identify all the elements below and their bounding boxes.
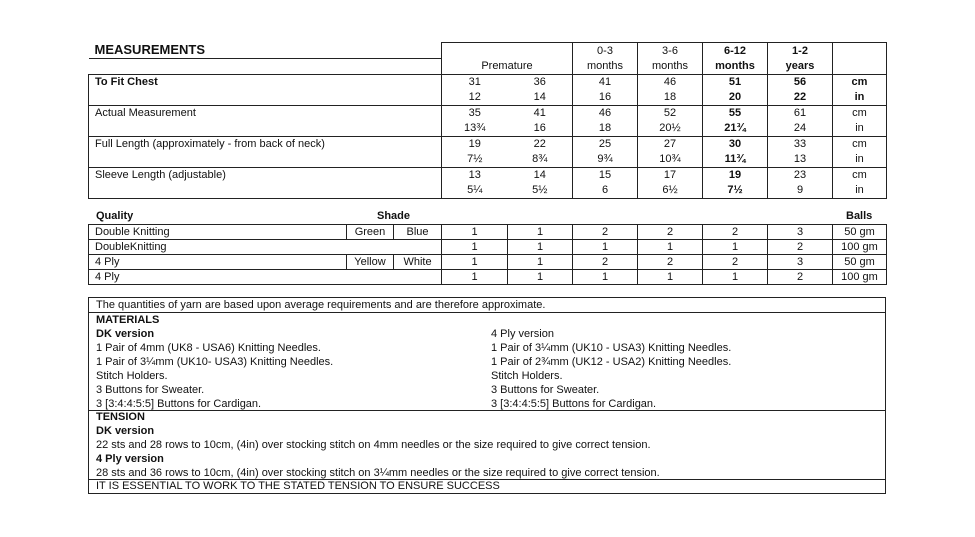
yarn-row [89,255,887,270]
value-cell: 11¾ [703,152,768,168]
yarn-value: 2 [768,240,833,255]
value-cell: 6½ [638,183,703,199]
value-cell: 30 [703,136,768,152]
value-cell: 12 [442,90,508,106]
value-cell: 5¼ [442,183,508,199]
yarn-table [88,224,887,285]
value-cell: 25 [573,136,638,152]
yarn-value: 1 [703,270,768,285]
yarn-value: 1 [638,270,703,285]
value-cell: 13¾ [442,121,508,137]
value-cell: 22 [768,90,833,106]
value-cell: 14 [533,169,546,181]
yarn-quality: 4 Ply [89,270,442,285]
unit-cell: in [833,183,887,199]
yarn-quality: 4 Ply [89,255,347,270]
dk-item: 1 Pair of 3¼mm (UK10- USA3) Knitting Needles. [96,356,334,368]
tension-dk-title: DK version [96,425,155,437]
dk-title: DK version [96,328,155,340]
value-cell: 24 [768,121,833,137]
value-cell: 6 [573,183,638,199]
value-cell: 9¾ [573,152,638,168]
value-cell: 5½ [508,183,573,199]
balls-header: Balls [846,210,873,222]
ply-item: Stitch Holders. [491,370,563,382]
yarn-value: 1 [638,240,703,255]
yarn-value: 1 [573,240,638,255]
unit-cell: in [833,152,887,168]
value-cell: 46 [638,74,703,90]
value-cell: 7½ [703,183,768,199]
shade-header: Shade [377,210,411,222]
yarn-value: 1 [508,255,573,270]
measurement-row [89,105,887,121]
yarn-value: 1 [442,225,508,240]
value-cell: 20½ [638,121,703,137]
size-header-top-4: 1-2 [768,43,833,59]
size-header-bottom-1: months [573,58,638,74]
value-cell: 13 [442,167,508,183]
dk-item: 1 Pair of 4mm (UK8 - USA6) Knitting Needles. [96,342,321,354]
ply-item: 1 Pair of 3¼mm (UK10 - USA3) Knitting Needles. [491,342,732,354]
materials-title: MATERIALS [96,314,160,326]
yarn-value: 1 [442,255,508,270]
yarn-balls: 100 gm [833,270,887,285]
size-header-top-3: 6-12 [703,43,768,59]
yarn-value: 1 [442,240,508,255]
value-cell: 10¾ [638,152,703,168]
measurement-row [89,167,887,183]
size-header-bottom-3: months [703,58,768,74]
value-cell: 20 [703,90,768,106]
size-header-bottom-4: years [768,58,833,74]
value-cell: 14 [508,90,573,106]
value-cell: 16 [508,121,573,137]
yarn-value: 1 [508,240,573,255]
yarn-value: 1 [703,240,768,255]
ply-title: 4 Ply version [491,328,554,340]
value-cell: 41 [533,107,546,119]
value-cell: 52 [638,105,703,121]
dk-item: Stitch Holders. [96,370,168,382]
value-cell: 46 [573,105,638,121]
row-label: To Fit Chest [89,74,442,90]
unit-cell: cm [833,136,887,152]
measurement-row [89,74,887,90]
row-label: Actual Measurement [89,105,442,121]
value-cell: 18 [638,90,703,106]
quality-header: Quality [96,210,134,222]
yarn-shade: Green [347,225,394,240]
yarn-value: 2 [638,225,703,240]
value-cell: 21¾ [703,121,768,137]
yarn-header [88,210,886,224]
yarn-quality: DoubleKnitting [89,240,442,255]
dk-item: 3 Buttons for Sweater. [96,384,205,396]
yarn-value: 2 [703,255,768,270]
row-label: Full Length (approximately - from back of neck) [89,136,442,152]
value-cell: 17 [638,167,703,183]
value-cell: 27 [638,136,703,152]
yarn-value: 2 [703,225,768,240]
value-cell: 55 [703,105,768,121]
measurements-table [88,42,887,199]
tension-ply-title: 4 Ply version [96,453,164,465]
value-cell: 19 [703,167,768,183]
value-cell: 7½ [442,152,508,168]
value-cell: 61 [768,105,833,121]
measurement-row [89,136,887,152]
value-cell: 33 [768,136,833,152]
ply-item: 3 [3:4:4:5:5] Buttons for Cardigan. [491,398,657,410]
yarn-balls: 50 gm [833,255,887,270]
yarn-row [89,225,887,240]
row-label: Sleeve Length (adjustable) [89,167,442,183]
unit-cell: cm [833,105,887,121]
yarn-value: 2 [573,225,638,240]
ply-item: 1 Pair of 2¾mm (UK12 - USA2) Knitting Needles. [491,356,732,368]
size-header-top-2: 3-6 [638,43,703,59]
yarn-value: 2 [768,270,833,285]
tension-dk-text: 22 sts and 28 rows to 10cm, (4in) over stocking stitch on 4mm needles or the size required to give correct tension. [96,439,651,451]
value-cell: 22 [533,138,546,150]
unit-cell: cm [833,167,887,183]
yarn-value: 3 [768,225,833,240]
value-cell: 35 [442,105,508,121]
value-cell: 31 [442,74,508,90]
value-cell: 18 [573,121,638,137]
unit-cell: in [833,90,887,106]
yarn-value: 2 [573,255,638,270]
essential-note: IT IS ESSENTIAL TO WORK TO THE STATED TENSION TO ENSURE SUCCESS [96,480,500,492]
yarn-value: 2 [638,255,703,270]
quantities-note: The quantities of yarn are based upon average requirements and are therefore approximate. [96,299,546,311]
value-cell: 41 [573,74,638,90]
dk-item: 3 [3:4:4:5:5] Buttons for Cardigan. [96,398,262,410]
value-cell: 36 [533,76,546,88]
yarn-value: 1 [508,225,573,240]
tension-ply-text: 28 sts and 36 rows to 10cm, (4in) over stocking stitch on 3¼mm needles or the size required to give correct tension. [96,467,660,479]
value-cell: 16 [573,90,638,106]
yarn-shade: Yellow [347,255,394,270]
yarn-quality: Double Knitting [89,225,347,240]
value-cell: 9 [768,183,833,199]
value-cell: 56 [768,74,833,90]
value-cell: 8¾ [508,152,573,168]
notes-box [88,297,886,494]
yarn-shade: White [394,255,442,270]
yarn-value: 3 [768,255,833,270]
tension-title: TENSION [96,411,145,423]
measurements-title: MEASUREMENTS [89,43,442,59]
value-cell: 15 [573,167,638,183]
yarn-row [89,270,887,285]
value-cell: 13 [768,152,833,168]
size-header-premature: Premature [442,58,573,74]
yarn-balls: 100 gm [833,240,887,255]
yarn-row [89,240,887,255]
yarn-value: 1 [442,270,508,285]
size-header-bottom-2: months [638,58,703,74]
yarn-value: 1 [508,270,573,285]
value-cell: 51 [703,74,768,90]
yarn-value: 1 [573,270,638,285]
yarn-shade: Blue [394,225,442,240]
unit-cell: in [833,121,887,137]
yarn-balls: 50 gm [833,225,887,240]
size-header-top-1: 0-3 [573,43,638,59]
ply-item: 3 Buttons for Sweater. [491,384,600,396]
value-cell: 19 [442,136,508,152]
unit-cell: cm [833,74,887,90]
value-cell: 23 [768,167,833,183]
